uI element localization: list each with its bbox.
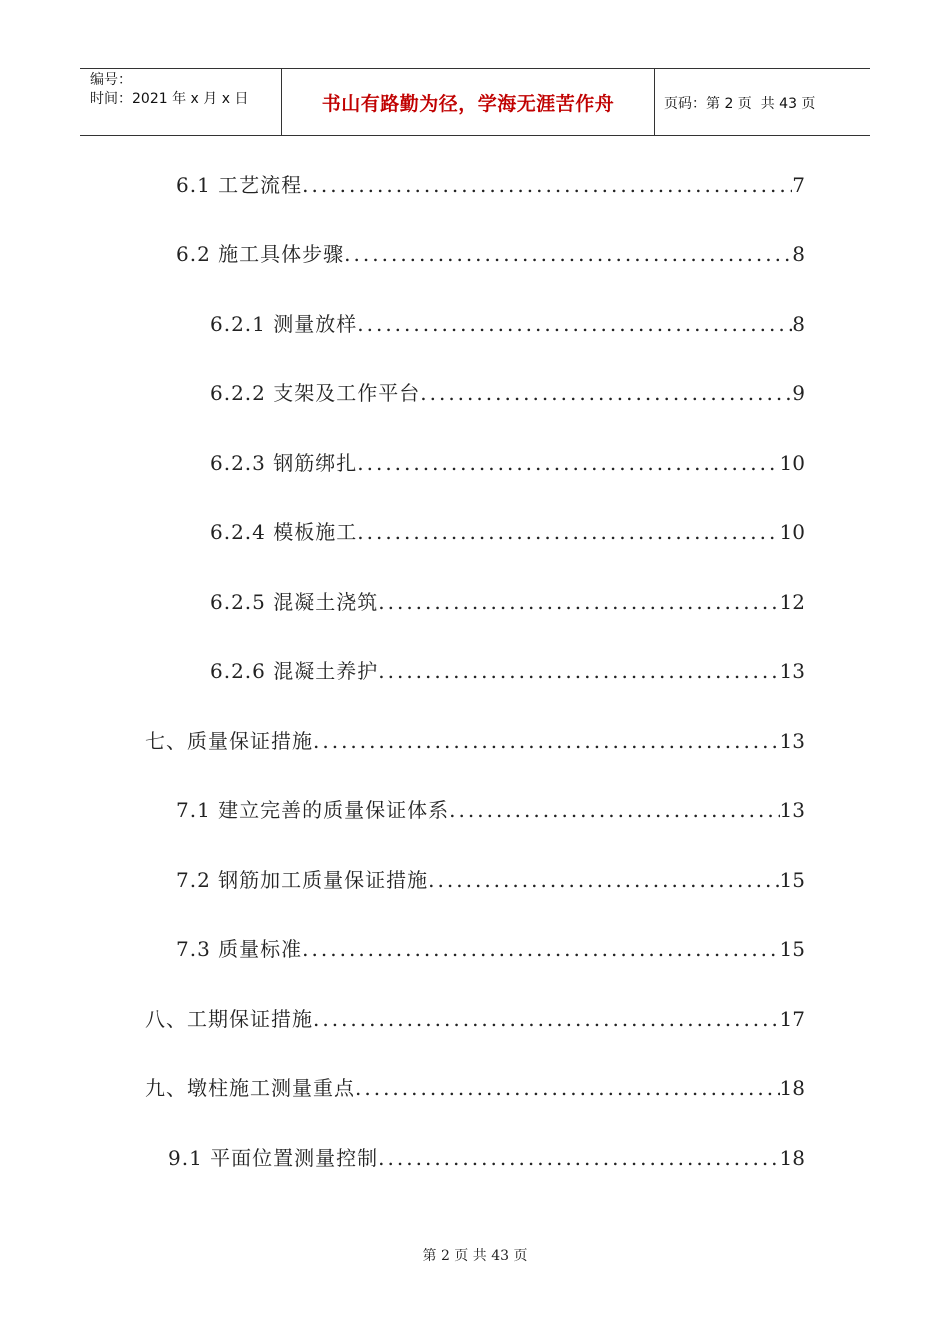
toc-entry-title: 6.2 施工具体步骤 — [176, 242, 345, 266]
toc-entry-page: 12 — [779, 590, 805, 614]
toc-entry-title: 七、质量保证措施 — [145, 729, 313, 753]
toc-entry-page: 8 — [792, 312, 805, 336]
toc-leader-dots — [302, 935, 779, 963]
toc-entry-title: 6.2.5 混凝土浇筑 — [210, 590, 379, 614]
toc-entry-title: 7.3 质量标准 — [176, 937, 303, 961]
toc-entry[interactable] — [210, 310, 805, 338]
toc-entry[interactable] — [210, 449, 805, 477]
toc-entry-page: 13 — [779, 798, 805, 822]
toc-leader-dots — [357, 518, 779, 546]
toc-entry[interactable] — [168, 1144, 805, 1172]
toc-entry-page: 18 — [779, 1076, 805, 1100]
toc-entry-page: 17 — [779, 1007, 805, 1031]
toc-leader-dots — [420, 379, 792, 407]
header-page-info: 页码：第 2 页 共 43 页 — [664, 96, 816, 112]
toc-entry[interactable] — [145, 1074, 805, 1102]
toc-entry-title: 7.2 钢筋加工质量保证措施 — [176, 868, 429, 892]
toc-leader-dots — [302, 171, 792, 199]
toc-leader-dots — [449, 796, 779, 824]
toc-leader-dots — [378, 588, 779, 616]
toc-entry[interactable] — [145, 1005, 805, 1033]
toc-leader-dots — [428, 866, 779, 894]
header-number-label: 编号： — [90, 72, 132, 88]
toc-entry-title: 6.2.6 混凝土养护 — [210, 659, 379, 683]
header-divider-right — [654, 69, 655, 135]
toc-entry-page: 15 — [779, 937, 805, 961]
toc-entry[interactable] — [210, 379, 805, 407]
toc-entry[interactable] — [176, 866, 805, 894]
toc-entry-page: 15 — [779, 868, 805, 892]
page-header — [80, 68, 870, 136]
toc-entry-title: 7.1 建立完善的质量保证体系 — [176, 798, 450, 822]
toc-entry-page: 7 — [792, 173, 805, 197]
toc-entry[interactable] — [176, 171, 805, 199]
toc-entry-page: 9 — [792, 381, 805, 405]
toc-entry[interactable] — [176, 240, 805, 268]
toc-leader-dots — [344, 240, 792, 268]
toc-entry[interactable] — [210, 518, 805, 546]
toc-leader-dots — [313, 727, 780, 755]
toc-leader-dots — [355, 1074, 780, 1102]
toc-leader-dots — [313, 1005, 780, 1033]
toc-entry-page: 18 — [779, 1146, 805, 1170]
toc-entry-title: 八、工期保证措施 — [145, 1007, 313, 1031]
toc-leader-dots — [357, 449, 779, 477]
header-motto: 书山有路勤为径，学海无涯苦作舟 — [321, 93, 615, 115]
toc-entry-title: 6.2.3 钢筋绑扎 — [210, 451, 358, 475]
page-footer: 第 2 页 共 43 页 — [422, 1248, 528, 1264]
toc-leader-dots — [378, 1144, 779, 1172]
header-meta — [90, 71, 248, 109]
toc-entry-title: 6.2.1 测量放样 — [210, 312, 358, 336]
toc-leader-dots — [357, 310, 792, 338]
toc-entry-page: 10 — [779, 451, 805, 475]
toc-leader-dots — [378, 657, 779, 685]
toc-entry[interactable] — [210, 657, 805, 685]
toc-entry-page: 8 — [792, 242, 805, 266]
toc-entry-title: 6.2.2 支架及工作平台 — [210, 381, 421, 405]
header-time-label: 时间：2021 年 x 月 x 日 — [90, 91, 249, 107]
toc-entry-page: 13 — [779, 659, 805, 683]
toc-entry[interactable] — [176, 935, 805, 963]
toc-entry-title: 6.1 工艺流程 — [176, 173, 303, 197]
toc-entry[interactable] — [145, 727, 805, 755]
toc-entry-title: 9.1 平面位置测量控制 — [168, 1146, 379, 1170]
toc-entry-page: 10 — [779, 520, 805, 544]
toc-entry[interactable] — [210, 588, 805, 616]
toc-entry[interactable] — [176, 796, 805, 824]
toc-entry-page: 13 — [779, 729, 805, 753]
toc-entry-title: 6.2.4 模板施工 — [210, 520, 358, 544]
toc-entry-title: 九、墩柱施工测量重点 — [145, 1076, 355, 1100]
